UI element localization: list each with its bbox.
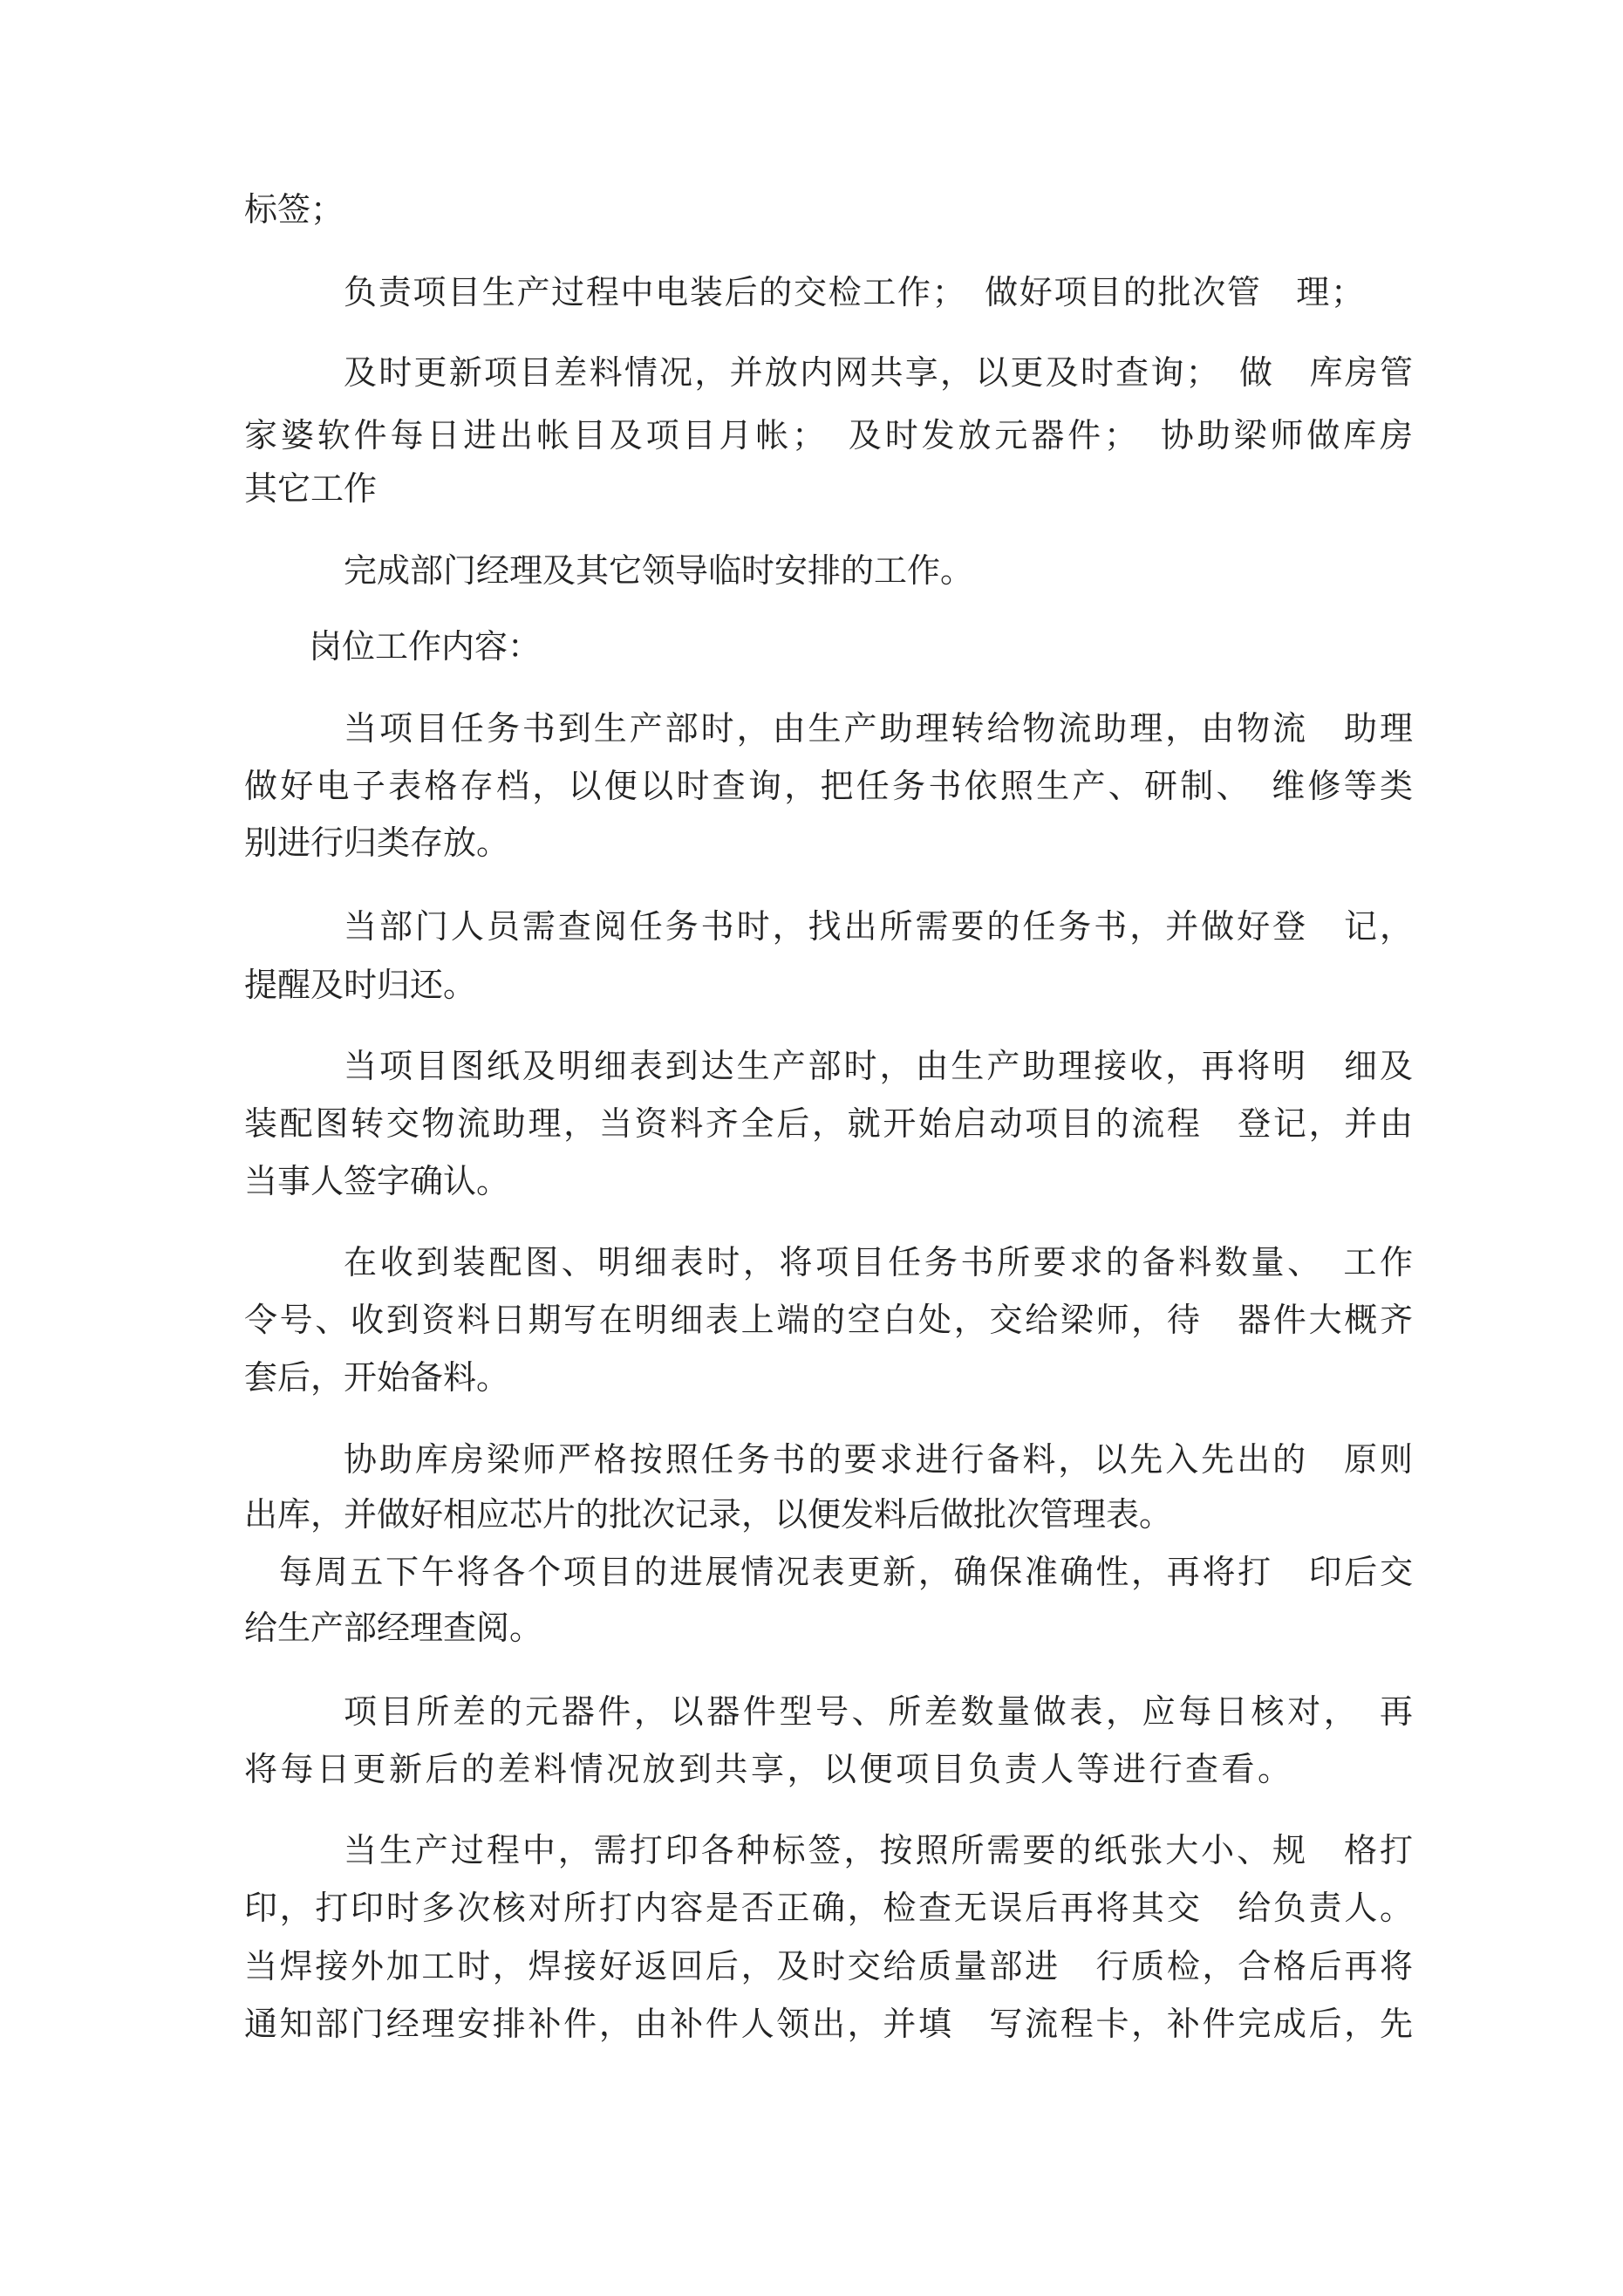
text-line: 通知部门经理安排补件，由补件人领出，并填 写流程卡，补件完成后，先 [244, 2005, 1413, 2043]
text-line: 其它工作 [244, 469, 378, 508]
text-line: 在收到装配图、明细表时，将项目任务书所要求的备料数量、 工作 [344, 1243, 1413, 1281]
text-line: 当生产过程中，需打印各种标签，按照所需要的纸张大小、规 格打 [344, 1831, 1413, 1869]
text-line: 项目所差的元器件，以器件型号、所差数量做表，应每日核对， 再 [344, 1692, 1413, 1731]
text-line: 当项目任务书到生产部时，由生产助理转给物流助理，由物流 助理 [344, 709, 1413, 748]
text-line: 给生产部经理查阅。 [244, 1609, 543, 1647]
text-line: 家婆软件每日进出帐目及项目月帐； 及时发放元器件； 协助梁师做库房 [244, 416, 1413, 454]
text-line: 提醒及时归还。 [244, 966, 477, 1004]
text-line: 负责项目生产过程中电装后的交检工作； 做好项目的批次管 理； [344, 273, 1364, 311]
text-line: 完成部门经理及其它领导临时安排的工作。 [344, 551, 974, 590]
text-line: 装配图转交物流助理，当资料齐全后，就开始启动项目的流程 登记，并由 [244, 1104, 1413, 1143]
text-line: 令号、收到资料日期写在明细表上端的空白处，交给梁师，待 器件大概齐 [244, 1301, 1413, 1339]
text-line: 印，打印时多次核对所打内容是否正确，检查无误后再将其交 给负责人。 [244, 1889, 1413, 1927]
text-line: 出库，并做好相应芯片的批次记录，以便发料后做批次管理表。 [244, 1495, 1173, 1534]
text-line: 当事人签字确认。 [244, 1162, 510, 1200]
text-line: 标签； [244, 190, 344, 229]
text-line: 别进行归类存放。 [244, 823, 510, 862]
text-line: 及时更新项目差料情况，并放内网共享，以更及时查询； 做 库房管 [344, 353, 1413, 392]
text-line: 将每日更新后的差料情况放到共享，以便项目负责人等进行查看。 [244, 1750, 1291, 1788]
text-line: 当部门人员需查阅任务书时，找出所需要的任务书，并做好登 记， [344, 907, 1413, 946]
text-line: 当焊接外加工时，焊接好返回后，及时交给质量部进 行质检，合格后再将 [244, 1947, 1413, 1985]
text-line: 做好电子表格存档，以便以时查询，把任务书依照生产、研制、 维修等类 [244, 767, 1413, 805]
text-line: 每周五下午将各个项目的进展情况表更新，确保准确性，再将打 印后交 [279, 1553, 1413, 1591]
text-line: 协助库房梁师严格按照任务书的要求进行备料，以先入先出的 原则 [344, 1440, 1413, 1479]
text-line: 岗位工作内容： [309, 627, 542, 666]
text-line: 套后，开始备料。 [244, 1358, 510, 1397]
text-line: 当项目图纸及明细表到达生产部时，由生产助理接收，再将明 细及 [344, 1047, 1413, 1085]
